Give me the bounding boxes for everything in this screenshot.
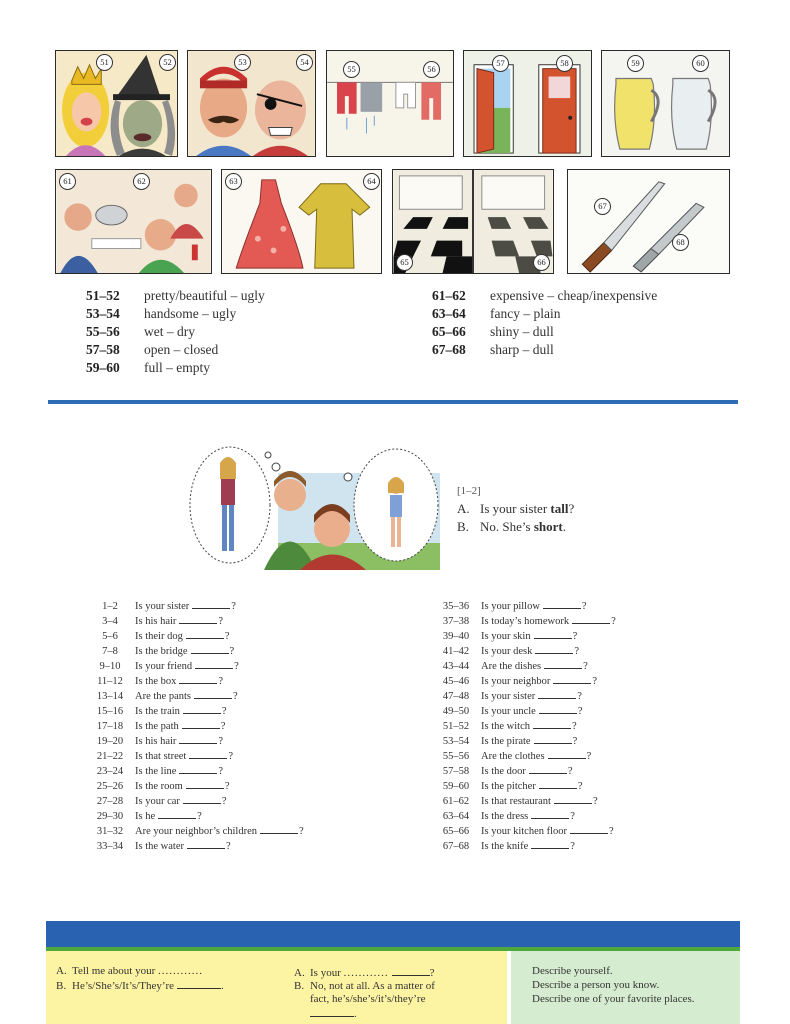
- question-text: Is your uncle: [481, 706, 536, 717]
- question-row: [85, 718, 304, 733]
- question-number: 49–50: [442, 706, 470, 717]
- answer-blank[interactable]: [158, 808, 196, 819]
- number-badge: 64: [363, 173, 380, 190]
- model-a-bold: tall: [550, 501, 569, 516]
- model-line-b: [457, 518, 574, 536]
- answer-blank[interactable]: [553, 673, 591, 684]
- question-number: 65–66: [442, 826, 470, 837]
- vocab-row: [86, 323, 265, 341]
- answer-blank[interactable]: [187, 838, 225, 849]
- question-row: [431, 628, 616, 643]
- question-row: [431, 748, 616, 763]
- talk-right: [532, 964, 695, 1006]
- question-text: Is today’s homework: [481, 616, 570, 627]
- full-and-empty-pitcher-illustration: [602, 51, 729, 156]
- question-text: Is his hair: [135, 736, 177, 747]
- answer-blank[interactable]: [531, 838, 569, 849]
- question-row: [431, 688, 616, 703]
- question-text: Is their dog: [135, 631, 183, 642]
- question-number: 19–20: [96, 736, 124, 747]
- fancy-and-plain-dress-illustration: [222, 170, 381, 273]
- vocab-text: open – closed: [144, 342, 219, 357]
- answer-blank[interactable]: [310, 1006, 354, 1017]
- two-men-talking-illustration: [188, 443, 440, 570]
- question-number: 41–42: [442, 646, 470, 657]
- number-badge: 63: [225, 173, 242, 190]
- vocab-row: [86, 341, 265, 359]
- picture-shiny-dull: [392, 169, 554, 274]
- question-text: Is the bridge: [135, 646, 188, 657]
- talk-mid-line-b: [294, 980, 435, 993]
- question-number: 7–8: [102, 646, 118, 657]
- question-mark: ?: [611, 616, 616, 627]
- question-mark: ?: [234, 661, 239, 672]
- question-number: 11–12: [97, 676, 123, 687]
- question-mark: ?: [218, 616, 224, 627]
- vocab-text: wet – dry: [144, 324, 195, 339]
- question-text: Is the witch: [481, 721, 530, 732]
- answer-blank[interactable]: [179, 733, 217, 744]
- question-mark: ?: [229, 646, 235, 657]
- talk-middle: [294, 965, 435, 1021]
- question-row: [85, 688, 304, 703]
- question-text: Is your car: [135, 796, 180, 807]
- question-mark: ?: [197, 811, 202, 822]
- question-row: [85, 808, 304, 823]
- question-row: [85, 658, 304, 673]
- question-row: [85, 628, 304, 643]
- shiny-and-dull-floor-illustration: [393, 170, 553, 273]
- question-number: 63–64: [442, 811, 470, 822]
- vocab-number: 59–60: [86, 360, 120, 375]
- number-badge: 53: [234, 54, 251, 71]
- question-text: Is the path: [135, 721, 179, 732]
- answer-blank[interactable]: [179, 763, 217, 774]
- question-mark: ?: [592, 676, 598, 687]
- talk-mid-a-end: ?: [429, 967, 435, 979]
- answer-blank[interactable]: [554, 793, 592, 804]
- talk-mid-a-dots: ............: [343, 967, 389, 979]
- question-list-right: [431, 598, 616, 853]
- vocab-text: expensive – cheap/inexpensive: [490, 288, 658, 303]
- picture-fancy-plain: [221, 169, 382, 274]
- question-row: [431, 838, 616, 853]
- number-badge: 54: [296, 54, 313, 71]
- talk-left: [56, 965, 224, 993]
- answer-blank[interactable]: [260, 823, 298, 834]
- number-badge: 65: [396, 254, 413, 271]
- question-text: Is your kitchen floor: [481, 826, 568, 837]
- answer-blank[interactable]: [531, 808, 569, 819]
- picture-sharp-dull: [567, 169, 730, 274]
- talk-mid-line-a: [294, 965, 435, 980]
- question-mark: ?: [218, 766, 224, 777]
- speaker-a-label: A.: [56, 965, 67, 977]
- question-row: [85, 613, 304, 628]
- vocab-text: shiny – dull: [490, 324, 554, 339]
- speaker-b-label: B.: [457, 519, 469, 534]
- model-dialogue: [457, 482, 574, 536]
- question-number: 39–40: [442, 631, 470, 642]
- model-b-end: .: [562, 519, 566, 534]
- question-row: [85, 823, 304, 838]
- answer-blank[interactable]: [183, 703, 221, 714]
- vocab-number: 51–52: [86, 288, 120, 303]
- talk-mid-line-b2: [294, 993, 435, 1006]
- question-mark: ?: [577, 691, 582, 702]
- picture-expensive-cheap: [55, 169, 212, 274]
- question-mark: ?: [228, 751, 233, 762]
- question-mark: ?: [592, 796, 598, 807]
- question-number: 51–52: [442, 721, 470, 732]
- vocab-number: 55–56: [86, 324, 120, 339]
- vocab-list-right: [432, 287, 657, 359]
- question-mark: ?: [232, 691, 238, 702]
- talk-left-a-dots: ............: [158, 965, 203, 977]
- answer-blank[interactable]: [533, 718, 571, 729]
- question-number: 47–48: [442, 691, 470, 702]
- question-list-left: [85, 598, 304, 853]
- question-mark: ?: [574, 646, 579, 657]
- answer-blank[interactable]: [543, 598, 581, 609]
- answer-blank[interactable]: [539, 778, 577, 789]
- question-mark: ?: [221, 796, 227, 807]
- question-text: Is the train: [135, 706, 180, 717]
- question-text: Is the dress: [481, 811, 529, 822]
- question-row: [85, 748, 304, 763]
- question-row: [85, 793, 304, 808]
- answer-blank[interactable]: [548, 748, 586, 759]
- answer-blank[interactable]: [192, 598, 230, 609]
- model-a-text: Is your sister: [480, 501, 551, 516]
- vocab-text: pretty/beautiful – ugly: [144, 288, 265, 303]
- vocab-row: [86, 305, 265, 323]
- answer-blank[interactable]: [182, 718, 220, 729]
- vocab-text: fancy – plain: [490, 306, 561, 321]
- question-number: 1–2: [102, 601, 118, 612]
- talk-left-b-end: .: [221, 980, 224, 992]
- speaker-a-label: A.: [294, 967, 305, 979]
- question-mark: ?: [570, 841, 575, 852]
- question-row: [85, 838, 304, 853]
- question-text: Are the pants: [135, 691, 191, 702]
- talk-left-b-text: He’s/She’s/It’s/They’re: [72, 980, 175, 992]
- question-text: Is the pirate: [481, 736, 531, 747]
- question-text: Are the clothes: [481, 751, 545, 762]
- model-b-text: No. She’s: [480, 519, 534, 534]
- section-divider: [48, 400, 738, 404]
- question-number: 55–56: [442, 751, 470, 762]
- question-text: Are your neighbor’s children: [135, 826, 257, 837]
- question-row: [431, 823, 616, 838]
- question-row: [85, 778, 304, 793]
- question-number: 29–30: [96, 811, 124, 822]
- vocab-text: full – empty: [144, 360, 210, 375]
- number-badge: 57: [492, 55, 509, 72]
- question-row: [431, 643, 616, 658]
- number-badge: 58: [556, 55, 573, 72]
- question-row: [431, 763, 616, 778]
- vocab-number: 63–64: [432, 306, 466, 321]
- question-number: 33–34: [96, 841, 124, 852]
- answer-blank[interactable]: [544, 658, 582, 669]
- question-number: 67–68: [442, 841, 470, 852]
- picture-open-closed: [463, 50, 592, 157]
- question-mark: ?: [572, 736, 578, 747]
- answer-blank[interactable]: [195, 658, 233, 669]
- question-number: 25–26: [96, 781, 124, 792]
- answer-blank[interactable]: [191, 643, 229, 654]
- question-text: Is your skin: [481, 631, 531, 642]
- question-text: Is your pillow: [481, 601, 540, 612]
- vocab-text: handsome – ugly: [144, 306, 237, 321]
- vocab-number: 67–68: [432, 342, 466, 357]
- number-badge: 55: [343, 61, 360, 78]
- question-row: [431, 658, 616, 673]
- question-mark: ?: [577, 781, 583, 792]
- question-row: [85, 703, 304, 718]
- question-number: 59–60: [442, 781, 470, 792]
- speaker-b-label: B.: [294, 980, 305, 992]
- vocab-row: [432, 305, 657, 323]
- answer-blank[interactable]: [570, 823, 608, 834]
- model-line-a: [457, 500, 574, 518]
- number-badge: 52: [159, 54, 176, 71]
- question-number: 13–14: [96, 691, 124, 702]
- question-mark: ?: [221, 706, 227, 717]
- answer-blank[interactable]: [539, 703, 577, 714]
- vocab-row: [86, 287, 265, 305]
- talk-left-a-text: Tell me about your: [72, 965, 156, 977]
- question-row: [85, 763, 304, 778]
- question-text: Is your desk: [481, 646, 533, 657]
- answer-blank[interactable]: [572, 613, 610, 624]
- question-row: [431, 808, 616, 823]
- question-row: [431, 733, 616, 748]
- vocab-number: 57–58: [86, 342, 120, 357]
- talk-mid-b-end: .: [354, 1008, 357, 1020]
- answer-blank[interactable]: [189, 748, 227, 759]
- picture-handsome-ugly: [187, 50, 316, 157]
- number-badge: 66: [533, 254, 550, 271]
- number-badge: 62: [133, 173, 150, 190]
- describe-prompt: Describe yourself.: [532, 965, 613, 977]
- talk-left-line-b: [56, 978, 224, 993]
- picture-pretty-ugly: [55, 50, 178, 157]
- question-mark: ?: [583, 661, 588, 672]
- question-number: 57–58: [442, 766, 470, 777]
- question-mark: ?: [231, 601, 236, 612]
- question-row: [431, 598, 616, 613]
- number-badge: 67: [594, 198, 611, 215]
- sharp-and-dull-knife-illustration: [568, 170, 729, 273]
- question-row: [431, 613, 616, 628]
- answer-blank[interactable]: [179, 673, 217, 684]
- question-row: [431, 793, 616, 808]
- question-number: 3–4: [102, 616, 118, 627]
- question-mark: ?: [609, 826, 614, 837]
- picture-wet-dry: [326, 50, 454, 157]
- question-mark: ?: [224, 781, 230, 792]
- answer-blank[interactable]: [392, 965, 430, 976]
- answer-blank[interactable]: [186, 778, 224, 789]
- question-mark: ?: [298, 826, 304, 837]
- model-a-end: ?: [568, 501, 575, 516]
- answer-blank[interactable]: [194, 688, 232, 699]
- question-text: Is that street: [135, 751, 187, 762]
- vocab-row: [432, 341, 657, 359]
- question-number: 17–18: [96, 721, 124, 732]
- question-text: Is the knife: [481, 841, 529, 852]
- talk-mid-b-line2: fact, he’s/she’s/it’s/they’re: [310, 993, 426, 1005]
- question-text: Is the line: [135, 766, 177, 777]
- question-text: Is the door: [481, 766, 526, 777]
- talk-left-line-a: [56, 965, 224, 978]
- model-b-bold: short: [533, 519, 563, 534]
- question-row: [431, 778, 616, 793]
- question-number: 21–22: [96, 751, 124, 762]
- question-text: Is the box: [135, 676, 177, 687]
- speaker-a-label: A.: [457, 501, 470, 516]
- question-number: 37–38: [442, 616, 470, 627]
- question-text: Is the water: [135, 841, 184, 852]
- question-mark: ?: [218, 736, 224, 747]
- question-row: [431, 673, 616, 688]
- question-mark: ?: [570, 811, 575, 822]
- question-number: 27–28: [96, 796, 124, 807]
- describe-prompt: Describe one of your favorite places.: [532, 993, 695, 1005]
- vocab-number: 61–62: [432, 288, 466, 303]
- question-row: [85, 598, 304, 613]
- question-number: 31–32: [96, 826, 124, 837]
- question-mark: ?: [586, 751, 592, 762]
- question-mark: ?: [572, 721, 577, 732]
- question-number: 5–6: [102, 631, 118, 642]
- describe-prompt: Describe a person you know.: [532, 979, 660, 991]
- question-row: [431, 703, 616, 718]
- number-badge: 60: [692, 55, 709, 72]
- question-text: Is your sister: [481, 691, 536, 702]
- talk-mid-b-line1: No, not at all. As a matter of: [310, 980, 435, 992]
- question-row: [85, 673, 304, 688]
- question-text: Is he: [135, 811, 156, 822]
- answer-blank[interactable]: [177, 978, 221, 989]
- model-tag: [1–2]: [457, 485, 481, 497]
- vocab-row: [432, 287, 657, 305]
- answer-blank[interactable]: [529, 763, 567, 774]
- handsome-and-ugly-pirate-illustration: [188, 51, 315, 156]
- answer-blank[interactable]: [534, 628, 572, 639]
- talk-mid-a-text: Is your: [310, 967, 341, 979]
- question-number: 15–16: [96, 706, 124, 717]
- question-number: 45–46: [442, 676, 470, 687]
- picture-full-empty: [601, 50, 730, 157]
- question-text: Is his hair: [135, 616, 177, 627]
- question-row: [85, 643, 304, 658]
- question-number: 53–54: [442, 736, 470, 747]
- question-number: 35–36: [442, 601, 470, 612]
- question-number: 23–24: [96, 766, 124, 777]
- vocab-row: [86, 359, 265, 377]
- question-row: [431, 718, 616, 733]
- speaker-b-label: B.: [56, 980, 67, 992]
- question-text: Is your friend: [135, 661, 193, 672]
- answer-blank[interactable]: [183, 793, 221, 804]
- talk-mid-line-b3: [294, 1006, 435, 1021]
- vocab-list-left: [86, 287, 265, 377]
- question-mark: ?: [224, 631, 230, 642]
- question-text: Are the dishes: [481, 661, 542, 672]
- question-mark: ?: [225, 841, 231, 852]
- princess-and-witch-illustration: [56, 51, 177, 156]
- model-conversation-illustration: [188, 443, 440, 570]
- vocab-row: [432, 323, 657, 341]
- question-mark: ?: [577, 706, 583, 717]
- question-text: Is your sister: [135, 601, 190, 612]
- question-mark: ?: [572, 631, 578, 642]
- question-mark: ?: [567, 766, 573, 777]
- question-text: Is that restaurant: [481, 796, 551, 807]
- number-badge: 61: [59, 173, 76, 190]
- answer-blank[interactable]: [186, 628, 224, 639]
- number-badge: 56: [423, 61, 440, 78]
- answer-blank[interactable]: [535, 643, 573, 654]
- footer-band-blue: [46, 921, 740, 947]
- question-text: Is your neighbor: [481, 676, 551, 687]
- question-mark: ?: [220, 721, 226, 732]
- answer-blank[interactable]: [538, 688, 576, 699]
- number-badge: 51: [96, 54, 113, 71]
- vocab-text: sharp – dull: [490, 342, 554, 357]
- question-text: Is the pitcher: [481, 781, 536, 792]
- answer-blank[interactable]: [534, 733, 572, 744]
- question-number: 9–10: [99, 661, 121, 672]
- number-badge: 68: [672, 234, 689, 251]
- question-number: 43–44: [442, 661, 470, 672]
- vocab-number: 53–54: [86, 306, 120, 321]
- answer-blank[interactable]: [179, 613, 217, 624]
- number-badge: 59: [627, 55, 644, 72]
- vocab-number: 65–66: [432, 324, 466, 339]
- question-row: [85, 733, 304, 748]
- question-mark: ?: [218, 676, 224, 687]
- question-text: Is the room: [135, 781, 183, 792]
- question-mark: ?: [581, 601, 587, 612]
- question-number: 61–62: [442, 796, 470, 807]
